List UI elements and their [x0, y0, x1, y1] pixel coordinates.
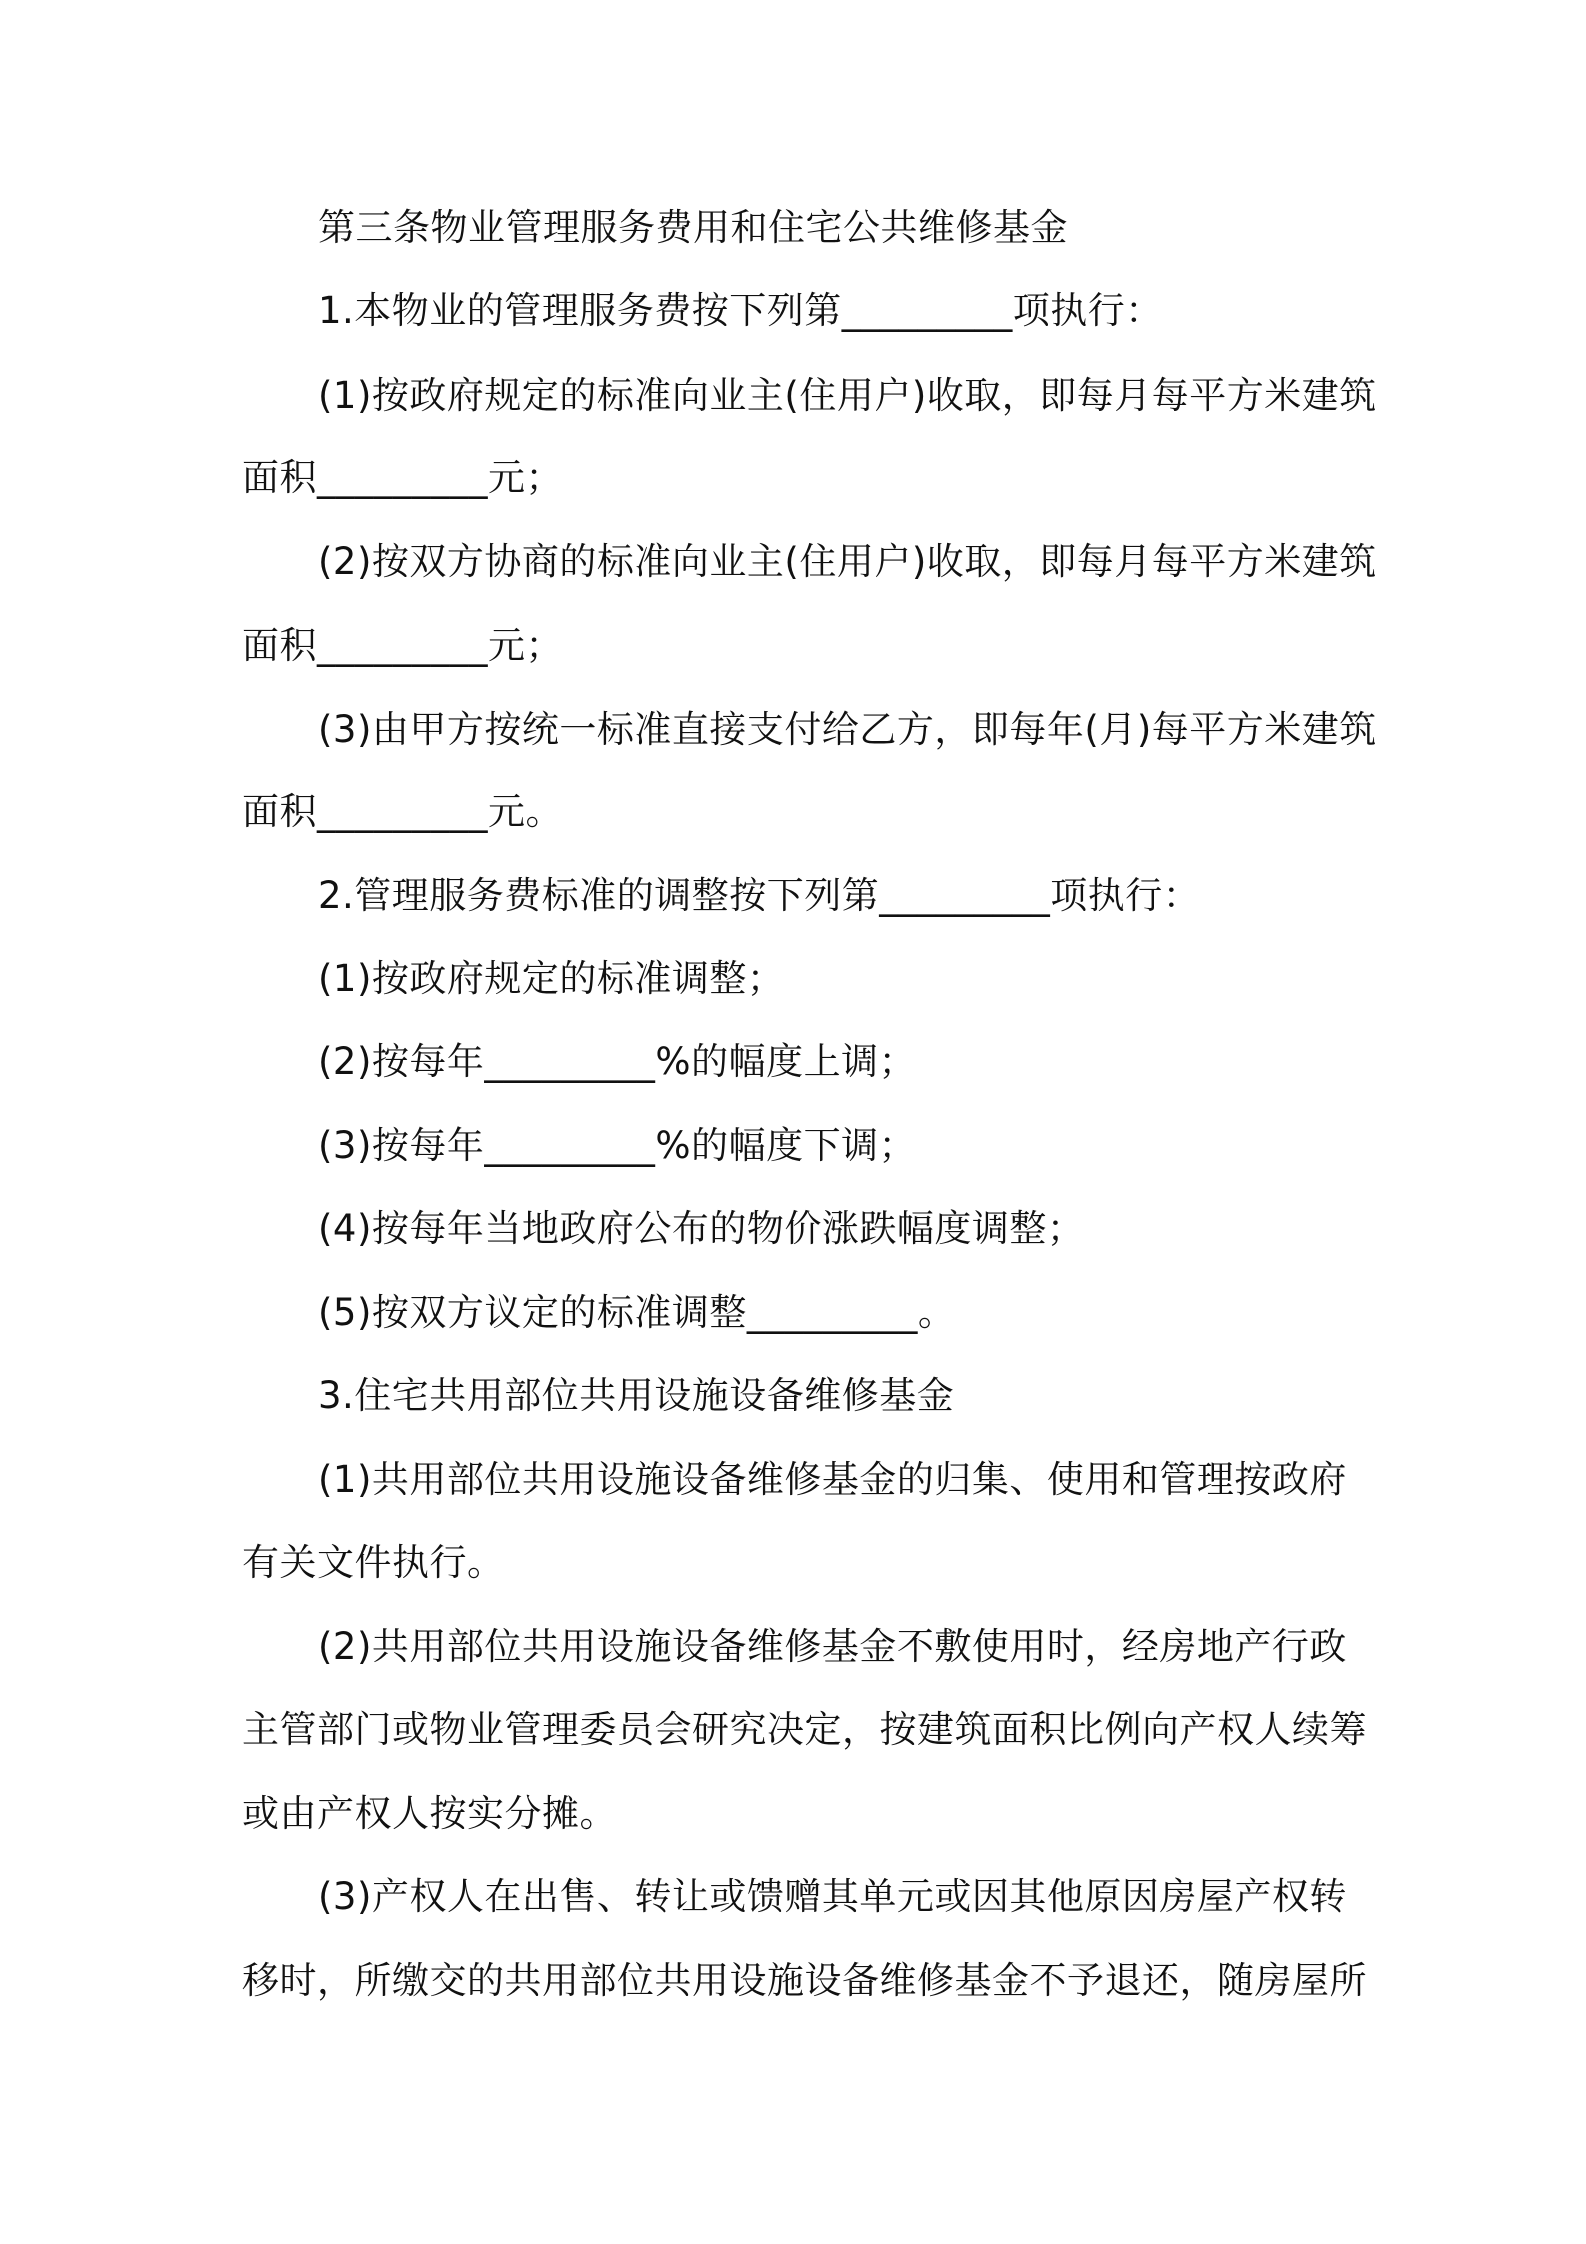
paragraph-line: 面积_________元； [242, 624, 563, 667]
paragraph-line: (1)按政府规定的标准调整； [318, 957, 785, 1000]
paragraph-line: 移时，所缴交的共用部位共用设施设备维修基金不予退还，随房屋所 [242, 1959, 1367, 2002]
paragraph-line: (1)共用部位共用设施设备维修基金的归集、使用和管理按政府 [318, 1458, 1347, 1501]
paragraph-line: (2)共用部位共用设施设备维修基金不敷使用时，经房地产行政 [318, 1625, 1347, 1668]
paragraph-line: (4)按每年当地政府公布的物价涨跌幅度调整； [318, 1207, 1085, 1250]
paragraph-line: (2)按每年_________%的幅度上调； [318, 1040, 917, 1083]
paragraph-line: 主管部门或物业管理委员会研究决定，按建筑面积比例向产权人续筹 [242, 1708, 1367, 1751]
paragraph-line: (2)按双方协商的标准向业主(住用户)收取，即每月每平方米建筑 [318, 540, 1377, 583]
paragraph-line: (3)由甲方按统一标准直接支付给乙方，即每年(月)每平方米建筑 [318, 708, 1377, 751]
paragraph-line: 面积_________元； [242, 456, 563, 499]
paragraph-line: (1)按政府规定的标准向业主(住用户)收取，即每月每平方米建筑 [318, 374, 1377, 417]
article-heading: 第三条物业管理服务费用和住宅公共维修基金 [318, 206, 1068, 249]
paragraph-line: (3)产权人在出售、转让或馈赠其单元或因其他原因房屋产权转 [318, 1875, 1347, 1918]
paragraph-line: 或由产权人按实分摊。 [242, 1792, 617, 1835]
paragraph-line: 1.本物业的管理服务费按下列第_________项执行： [318, 289, 1163, 332]
paragraph-line: (3)按每年_________%的幅度下调； [318, 1124, 917, 1167]
paragraph-line: 有关文件执行。 [242, 1541, 505, 1584]
paragraph-line: 面积_________元。 [242, 790, 563, 833]
section-heading: 3.住宅共用部位共用设施设备维修基金 [318, 1374, 955, 1417]
paragraph-line: (5)按双方议定的标准调整_________。 [318, 1291, 956, 1334]
paragraph-line: 2.管理服务费标准的调整按下列第_________项执行： [318, 874, 1201, 917]
